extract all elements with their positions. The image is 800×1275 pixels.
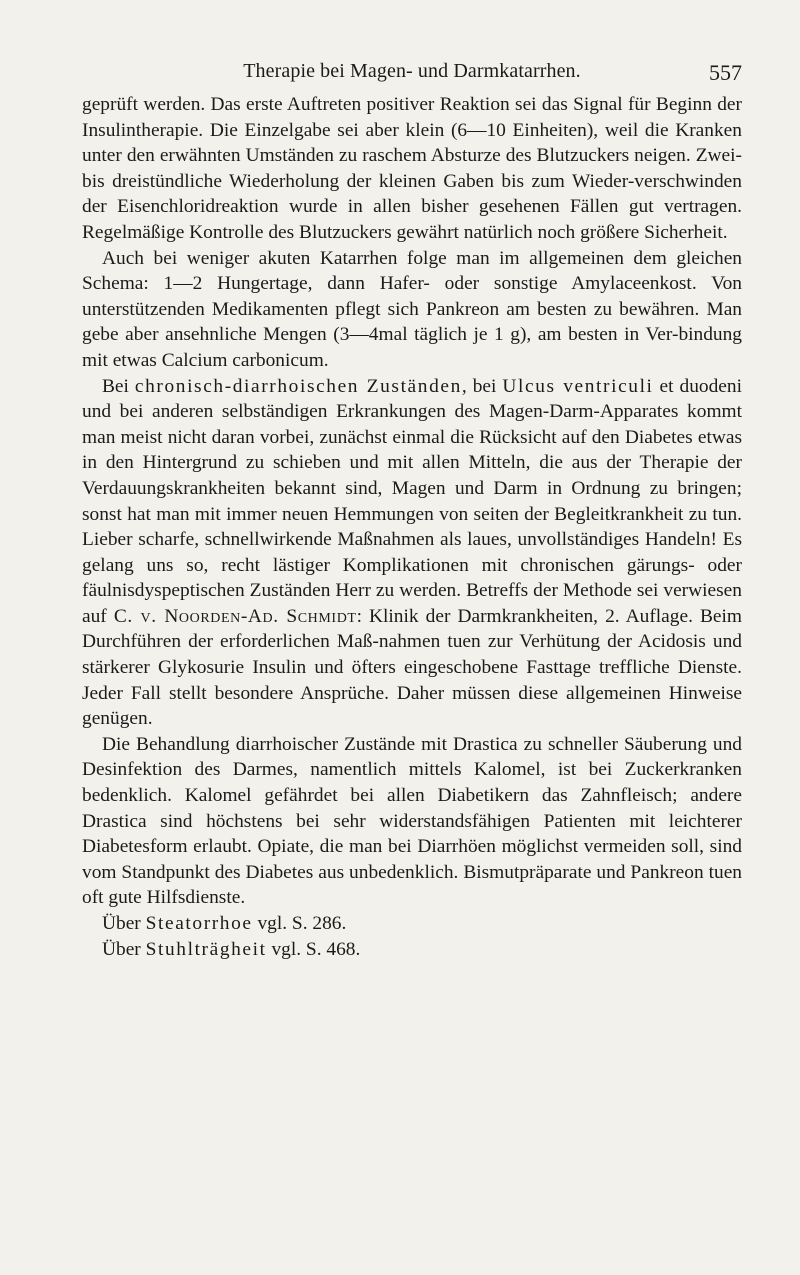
page-number: 557 — [709, 60, 742, 85]
emphasized-term: chronisch-diarrhoischen Zuständen — [134, 375, 462, 397]
reference-page: vgl. S. 468. — [266, 938, 361, 960]
reference-term: Steatorrhoe — [145, 913, 253, 934]
paragraph-continuation: geprüft werden. Das erste Auftreten positiver Reaktion sei das Signal für Beginn der Insulintherapie. Die Einzelgabe sei aber klein (6—10 Einheiten), weil die Kranken unter den erwähnten Umständen zu raschem Absturze des Blutzuckers neigen. Zwei- bis dreistündliche Wiederholung der kleinen Gaben bis zum Wieder-verschwinden der Eisenchloridreaktion wurde in allen bisher gesehenen Fällen gut vertragen. Regelmäßige Kontrolle des Blutzuckers gewährt natürlich noch größere Sicherheit. — [82, 94, 742, 243]
reference-prefix: Über — [102, 913, 146, 934]
reference-prefix: Über — [102, 938, 146, 960]
paragraph-text: et duodeni und bei anderen selbständigen Erkrankungen des Magen-Darm-Apparates kommt man meist nicht daran vorbei, zunächst einmal die Rücksicht auf den Diabetes etwas in den Hintergrund zu schieben und mit allen Mitteln, die aus der Therapie der Verdauungskrankheiten bekannt sind, Magen und Darm in Ordnung zu bringen; sonst hat man mit immer neuen Hemmungen von seiten der Begleitkrankheit zu tun. Lieber scharfe, schnellwirkende Maßnahmen als laues, unvollständiges Handeln! Es gelang uns so, recht lästiger Komplikationen mit chronischen gärungs- oder fäulnisdyspeptischen Zuständen Herr zu werden. Betreffs der Methode sei verwiesen auf — [82, 375, 742, 627]
cross-reference-steatorrhoe — [82, 911, 742, 937]
author-citation: C. v. Noorden-Ad. Schmidt — [113, 605, 357, 627]
paragraph-drastica: Die Behandlung diarrhoischer Zustände mit Drastica zu schneller Säuberung und Desinfektion des Darmes, namentlich mittels Kalomel, ist bei Zuckerkranken bedenklich. Kalomel gefährdet bei allen Diabetikern das Zahnfleisch; andere Drastica sind höchstens bei sehr widerstandsfähigen Patienten mit leichterer Diabetesform erlaubt. Opiate, die man bei Diarrhöen möglichst vermeiden soll, sind vom Standpunkt des Diabetes aus unbedenklich. Bismutpräparate und Pankreon tuen oft gute Hilfsdienste. — [82, 733, 742, 909]
paragraph-text: : Klinik der Darmkrankheiten, 2. Auflage. Beim Durchführen der erforderlichen Maß-nahmen tuen zur Verhütung der Acidosis und stärkerer Glykosurie Insulin und öfters eingeschobene Fasttage treffliche Dienste. Jeder Fall stellt besondere Ansprüche. Daher müssen diese allgemeinen Hinweise genügen. — [82, 605, 742, 730]
paragraph-acute-catarrh: Auch bei weniger akuten Katarrhen folge man im allgemeinen dem gleichen Schema: 1—2 Hungertage, dann Hafer- oder sonstige Amylaceenkost. Von unterstützenden Medikamenten pflegt sich Pankreon am besten zu bewähren. Man gebe aber ansehnliche Mengen (3—4mal täglich je 1 g), am besten in Ver-bindung mit etwas Calcium carbonicum. — [82, 247, 742, 371]
running-head: Therapie bei Magen- und Darmkatarrhen. — [243, 60, 581, 82]
paragraph-text: Bei — [102, 375, 135, 397]
body-text — [82, 92, 742, 962]
cross-reference-stuhltraegheit — [82, 937, 742, 963]
page-header — [82, 60, 742, 92]
reference-page: vgl. S. 286. — [252, 913, 347, 934]
paragraph-text: , bei — [461, 375, 503, 397]
paragraph-chronic-diarrhoea — [82, 374, 742, 732]
reference-term: Stuhlträgheit — [145, 938, 267, 960]
emphasized-term: Ulcus ventriculi — [502, 375, 654, 397]
book-page — [82, 60, 742, 962]
